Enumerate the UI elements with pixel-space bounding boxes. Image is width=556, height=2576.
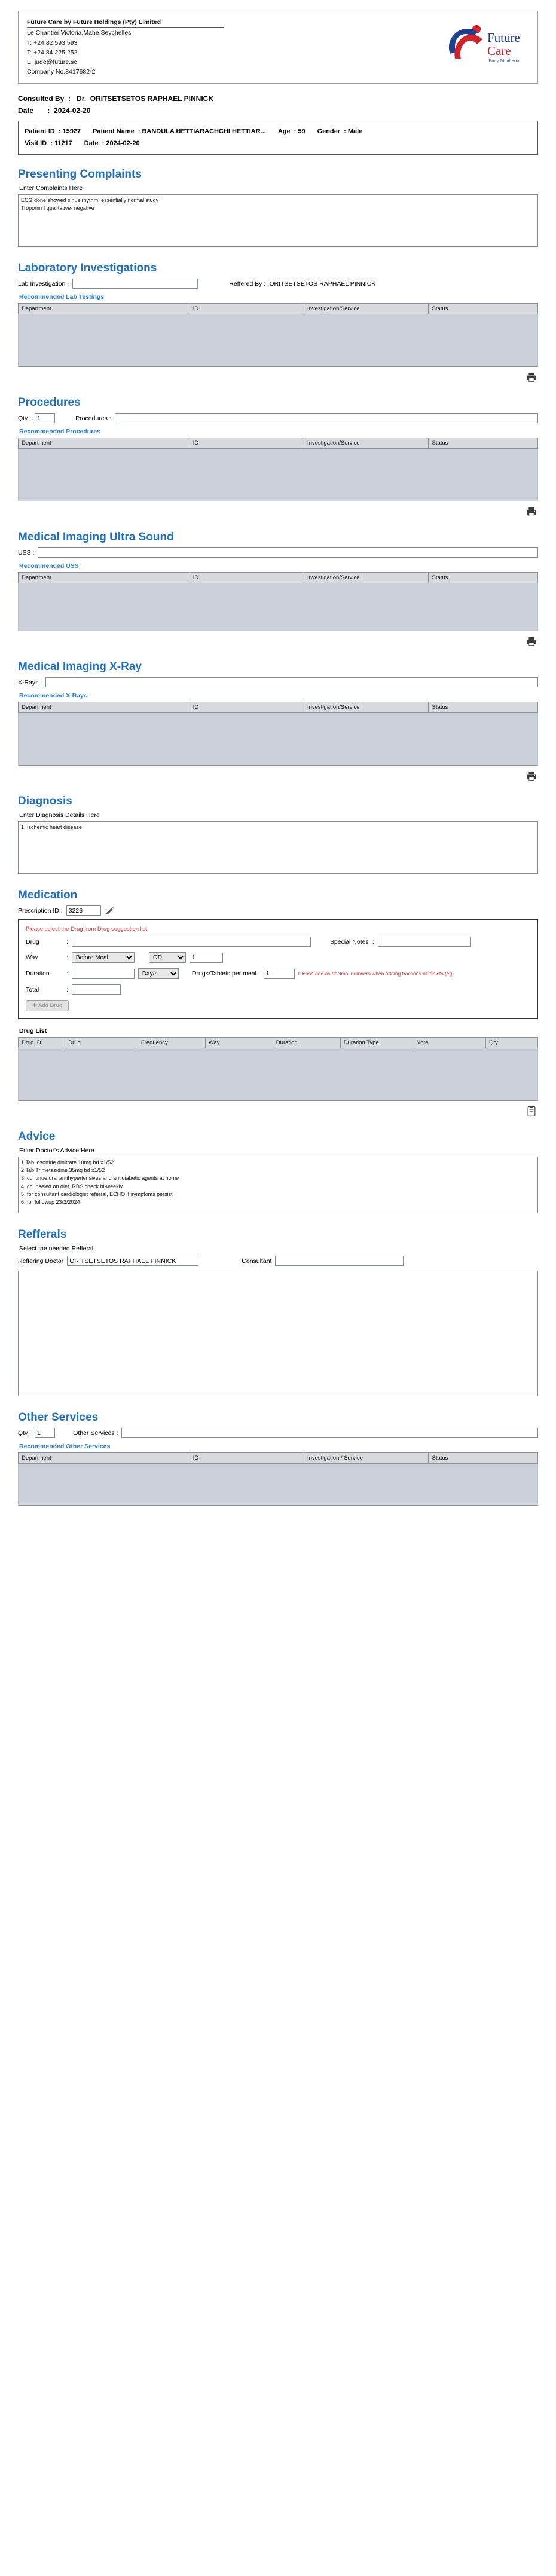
patient-id-value: : 15927 [58, 127, 81, 135]
special-notes-label: Special Notes [329, 938, 369, 946]
drug-col-duration: Duration [273, 1038, 340, 1048]
company-tel-2: T: +24 84 225 252 [27, 48, 78, 56]
other-services-qty-label: Qty : [18, 1429, 32, 1437]
visit-id-label: Visit ID [25, 140, 47, 148]
drug-print-row [18, 1101, 538, 1117]
duration-row: Duration : Day/s Drugs/Tablets per meal : 1 Please add as decimal numbers when adding fractions of tablets (eg: [26, 968, 530, 979]
drug-col-way: Way [205, 1038, 273, 1048]
add-drug-button[interactable] [26, 1000, 69, 1011]
table-header-row [19, 438, 538, 449]
uss-recommended-label: Recommended USS [19, 562, 79, 570]
total-row: Total : [26, 984, 530, 995]
os-col-id: ID [190, 1453, 304, 1464]
section-title-ultrasound: Medical Imaging Ultra Sound [18, 531, 174, 544]
duration-type-select[interactable] [138, 968, 179, 979]
lab-col-service: Investigation/Service [304, 304, 429, 314]
visit-date-label: Date [84, 140, 99, 148]
procedures-qty-input[interactable] [35, 413, 55, 423]
consulted-by-row [18, 94, 538, 103]
svg-text:Future: Future [487, 30, 520, 45]
drug-col-note: Note [413, 1038, 486, 1048]
clinic-details [27, 17, 224, 77]
section-title-referrals: Refferals [18, 1228, 67, 1241]
section-title-advice: Advice [18, 1130, 56, 1143]
xray-print-row [18, 766, 538, 782]
lab-col-department: Department [19, 304, 190, 314]
printer-icon[interactable] [525, 506, 538, 518]
proc-col-status: Status [429, 438, 538, 449]
table-header-row [19, 1453, 538, 1464]
other-services-body [19, 1464, 538, 1506]
diagnosis-sub-label: Enter Diagnosis Details Here [19, 812, 100, 819]
procedures-table [18, 438, 538, 501]
xray-input-row [18, 677, 538, 687]
advice-textarea[interactable] [18, 1157, 538, 1213]
consult-date-row [18, 106, 538, 115]
drug-col-qty: Qty [486, 1038, 538, 1048]
consultant-input[interactable] [275, 1256, 404, 1266]
drug-row: Drug : Special Notes : [26, 937, 530, 947]
referrals-sub-label: Select the needed Refferal [19, 1245, 94, 1253]
other-services-field-label: Other Services : [73, 1429, 118, 1437]
other-services-recommended-label: Recommended Other Services [19, 1443, 111, 1451]
consulted-by-colon: : [68, 94, 71, 103]
drugs-per-meal-input[interactable] [264, 969, 295, 979]
printer-icon[interactable] [525, 635, 538, 647]
section-title-lab: Laboratory Investigations [18, 262, 157, 275]
company-number: Company No.8417682-2 [27, 68, 96, 76]
patient-gender-value: : Male [344, 127, 363, 135]
drug-col-drug: Drug [65, 1038, 138, 1048]
procedures-input[interactable] [115, 413, 538, 423]
lab-referred-by-label: Reffered By : [229, 280, 266, 287]
prescription-id-input[interactable] [66, 905, 101, 916]
section-title-other-services: Other Services [18, 1411, 99, 1424]
consulted-by-label: Consulted By [18, 94, 65, 103]
xray-col-department: Department [19, 702, 190, 713]
table-header-row [19, 1038, 538, 1048]
xray-col-status: Status [429, 702, 538, 713]
table-header-row [19, 304, 538, 314]
procedures-field-label: Procedures : [75, 414, 111, 422]
other-services-qty-input[interactable] [35, 1428, 55, 1438]
special-notes-input[interactable] [378, 937, 471, 947]
drugs-per-meal-label: Drugs/Tablets per meal : [191, 970, 260, 978]
lab-table-body [19, 314, 538, 367]
way-select[interactable] [72, 952, 135, 963]
patient-info-bar [18, 121, 538, 155]
decimal-note: Please add as decimal numbers when adding fractions of tablets (eg: [298, 971, 454, 977]
printer-icon[interactable] [525, 371, 538, 383]
xray-table [18, 702, 538, 766]
proc-col-department: Department [19, 438, 190, 449]
table-header-row [19, 702, 538, 713]
drug-label: Drug [26, 938, 39, 946]
drug-col-frequency: Frequency [138, 1038, 205, 1048]
lab-col-status: Status [429, 304, 538, 314]
referral-doctor-row [18, 1256, 538, 1266]
lab-referred-by-value: ORITSETSETOS RAPHAEL PINNICK [269, 280, 376, 287]
company-tel-1: T: +24 82 593 593 [27, 39, 78, 47]
uss-print-row [18, 631, 538, 647]
prescription-id-row [18, 905, 538, 916]
medication-warning: Please select the Drug from Drug suggestion list [26, 926, 148, 933]
lab-col-id: ID [190, 304, 304, 314]
consultant-label: Consultant [242, 1257, 272, 1265]
patient-gender-label: Gender [317, 127, 341, 135]
referring-doctor-label: Reffering Doctor [18, 1257, 64, 1265]
doctor-name: ORITSETSETOS RAPHAEL PINNICK [90, 94, 213, 103]
xray-field-label: X-Rays : [18, 678, 42, 686]
os-col-status: Status [429, 1453, 538, 1464]
company-address: Le Chantier,Victoria,Mahe,Seychelles [27, 29, 132, 37]
lab-field-label: Lab Investigation : [18, 280, 69, 287]
lab-investigation-input[interactable] [72, 279, 198, 289]
clinic-header [18, 11, 538, 84]
xray-input[interactable] [45, 677, 538, 687]
section-title-diagnosis: Diagnosis [18, 795, 72, 808]
patient-id-label: Patient ID [25, 127, 55, 135]
xray-col-service: Investigation/Service [304, 702, 429, 713]
proc-col-id: ID [190, 438, 304, 449]
consult-date-colon: : [47, 106, 50, 115]
xray-table-body [19, 713, 538, 766]
future-care-logo-icon [439, 24, 529, 71]
procedures-qty-label: Qty : [18, 414, 32, 422]
lab-recommended-label: Recommended Lab Testings [19, 293, 105, 301]
way-label: Way [26, 954, 38, 962]
referral-notes-textarea[interactable] [18, 1271, 538, 1396]
lab-input-row [18, 279, 538, 289]
uss-field-label: USS : [18, 549, 35, 556]
procedures-print-row [18, 501, 538, 518]
drug-list-table [18, 1037, 538, 1101]
drug-col-id: Drug ID [19, 1038, 65, 1048]
section-title-complaints: Presenting Complaints [18, 168, 142, 181]
company-name: Future Care by Future Holdings (Pty) Limited [27, 19, 161, 26]
patient-age-label: Age [277, 127, 291, 135]
uss-col-service: Investigation/Service [304, 573, 429, 583]
plus-icon: ✚ [32, 1002, 37, 1009]
doctor-prefix: Dr. [77, 94, 87, 103]
uss-table [18, 572, 538, 631]
procedures-table-body [19, 449, 538, 501]
drug-list-body [19, 1048, 538, 1101]
drug-col-duration-type: Duration Type [340, 1038, 413, 1048]
table-header-row [19, 573, 538, 583]
total-label: Total [26, 986, 39, 993]
patient-name-value: : BANDULA HETTIARACHCHI HETTIAR... [138, 127, 266, 135]
xray-col-id: ID [190, 702, 304, 713]
duration-label: Duration [26, 970, 50, 978]
proc-col-service: Investigation/Service [304, 438, 429, 449]
total-input[interactable] [72, 984, 121, 995]
patient-name-label: Patient Name [93, 127, 135, 135]
advice-sub-label: Enter Doctor's Advice Here [19, 1147, 94, 1155]
uss-input-row [18, 547, 538, 558]
other-services-input[interactable] [121, 1428, 538, 1438]
complaints-textarea[interactable] [18, 194, 538, 247]
visit-id-value: : 11217 [50, 140, 72, 148]
duration-input[interactable] [72, 969, 135, 979]
uss-input[interactable] [38, 547, 538, 558]
svg-text:Care: Care [487, 43, 511, 58]
uss-table-body [19, 583, 538, 631]
drug-input[interactable] [72, 937, 311, 947]
lab-print-row [18, 367, 538, 383]
clipboard-icon[interactable] [525, 1105, 538, 1117]
lab-results-table [18, 303, 538, 367]
os-col-department: Department [19, 1453, 190, 1464]
add-drug-label: Add Drug [38, 1002, 63, 1009]
medication-entry-box [18, 919, 538, 1019]
other-services-table [18, 1452, 538, 1506]
uss-col-department: Department [19, 573, 190, 583]
company-logo [433, 24, 529, 71]
xray-recommended-label: Recommended X-Rays [19, 692, 87, 700]
os-col-service: Investigation / Service [304, 1453, 429, 1464]
referring-doctor-input[interactable] [67, 1256, 198, 1266]
procedures-recommended-label: Recommended Procedures [19, 428, 100, 436]
prescription-id-label: Prescription ID : [18, 907, 63, 914]
uss-col-id: ID [190, 573, 304, 583]
edit-icon[interactable] [105, 906, 115, 916]
procedures-input-row [18, 413, 538, 423]
way-row: Way : Before Meal OD 1 [26, 952, 530, 963]
complaints-sub-label: Enter Complaints Here [19, 185, 83, 192]
printer-icon[interactable] [525, 770, 538, 782]
way-qty-input[interactable] [190, 953, 223, 963]
company-email: E: jude@future.sc [27, 59, 77, 66]
diagnosis-textarea[interactable] [18, 821, 538, 874]
uss-col-status: Status [429, 573, 538, 583]
add-drug-row [26, 1000, 530, 1011]
section-title-medication: Medication [18, 889, 78, 902]
consult-date-label: Date [18, 106, 34, 115]
svg-text:Body Mind Soul: Body Mind Soul [488, 57, 521, 63]
drug-list-label: Drug List [19, 1027, 47, 1035]
consult-date-value: 2024-02-20 [54, 106, 91, 115]
patient-age-value: : 59 [294, 127, 306, 135]
frequency-select[interactable] [149, 952, 186, 963]
other-services-input-row [18, 1428, 538, 1438]
section-title-xray: Medical Imaging X-Ray [18, 660, 142, 674]
section-title-procedures: Procedures [18, 396, 81, 409]
visit-date-value: : 2024-02-20 [102, 140, 140, 148]
